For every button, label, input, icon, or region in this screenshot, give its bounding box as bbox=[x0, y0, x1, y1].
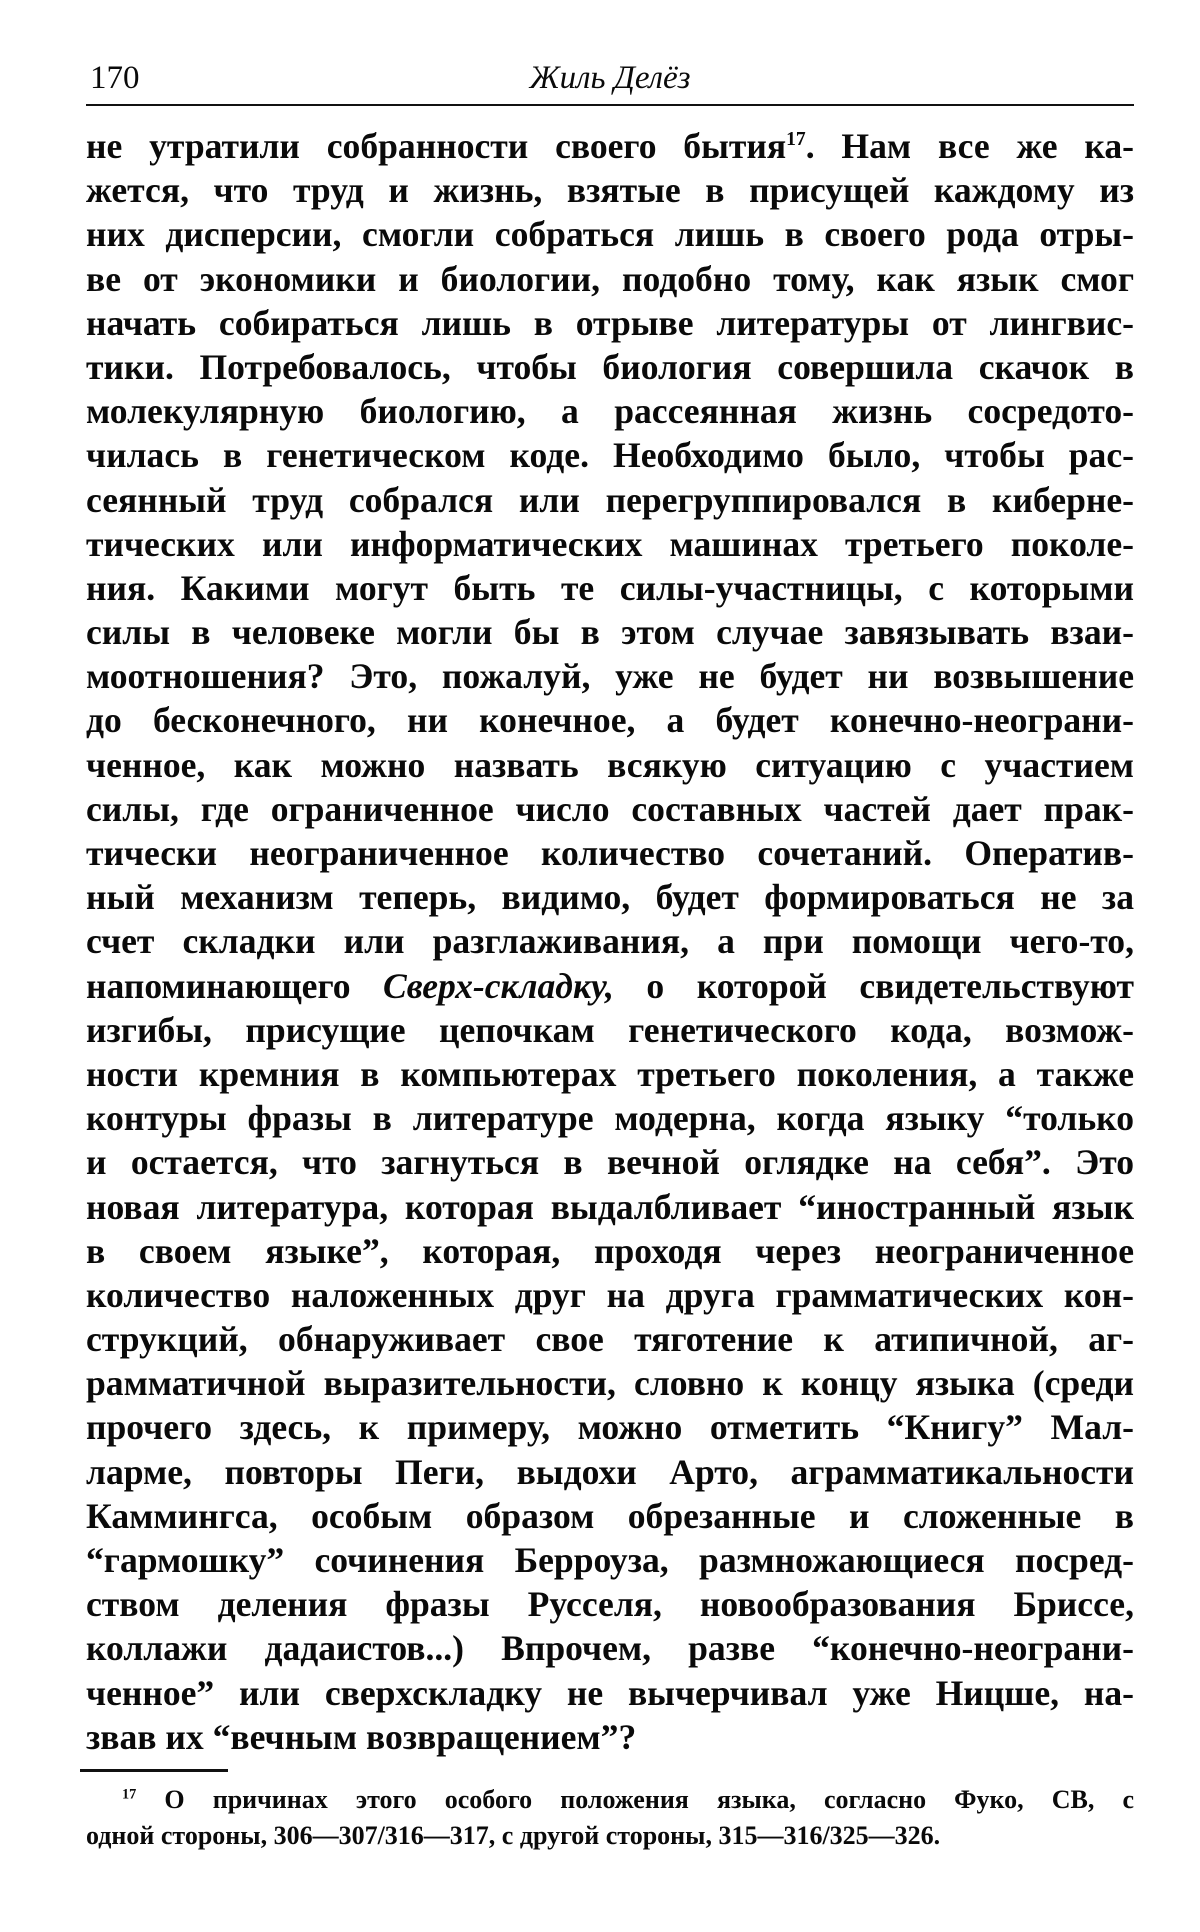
text-line: силы, где ограниченное число составных частей дает прак- bbox=[86, 788, 1134, 829]
text-line: и остается, что загнуться в вечной оглядке на себя”. Это bbox=[86, 1142, 1134, 1183]
footnote bbox=[86, 1782, 1134, 1854]
footnote-line: одной стороны, 306—307/316—317, с другой стороны, 315—316/325—326. bbox=[86, 1821, 941, 1850]
text-line: ности кремния в компьютерах третьего поколения, а также bbox=[86, 1053, 1134, 1094]
text-line: ством деления фразы Русселя, новообразования Бриссе, bbox=[86, 1584, 1134, 1625]
text-line: чилась в генетическом коде. Необходимо было, чтобы рас- bbox=[86, 435, 1134, 476]
text-line: количество наложенных друг на друга грамматических кон- bbox=[86, 1274, 1134, 1315]
text-line: контуры фразы в литературе модерна, когда языку “только bbox=[86, 1098, 1134, 1139]
text-line: тически неограниченное количество сочетаний. Оператив- bbox=[86, 833, 1134, 873]
text-line: рамматичной выразительности, словно к концу языка (среди bbox=[86, 1363, 1134, 1404]
text-line: сеянный труд собрался или перегруппировался в киберне- bbox=[86, 479, 1134, 520]
text-line: струкций, обнаруживает свое тяготение к атипичной, аг- bbox=[86, 1319, 1134, 1360]
text-line: изгибы, присущие цепочкам генетического кода, возмож- bbox=[86, 1009, 1134, 1050]
text-line: моотношения? Это, пожалуй, уже не будет ни возвышение bbox=[86, 656, 1134, 697]
text-line: них дисперсии, смогли собраться лишь в своего рода отры- bbox=[86, 214, 1134, 255]
text-line: не утратили собранности своего бытия$^{17}$. Нам все же ка- bbox=[86, 126, 1134, 166]
text-line: ченное, как можно назвать всякую ситуацию с участием bbox=[86, 744, 1134, 785]
footnote-line: $^{17}$ О причинах этого особого положения языка, согласно Фуко, СВ, с bbox=[122, 1785, 1134, 1814]
main-text bbox=[86, 124, 1134, 1759]
text-line: коллажи дадаистов...) Впрочем, разве “конечно-неограни- bbox=[86, 1628, 1134, 1669]
text-line: ный механизм теперь, видимо, будет формироваться не за bbox=[86, 877, 1134, 918]
text-line: тики. Потребовалось, чтобы биология совершила скачок в bbox=[86, 346, 1134, 387]
text-line: ченное” или сверхскладку не вычерчивал уже Ницше, на- bbox=[86, 1672, 1134, 1713]
header-title: Жиль Делёз bbox=[529, 60, 691, 96]
footnote-ref: 17 bbox=[786, 129, 806, 151]
text-line: счет складки или разглаживания, а при помощи чего-то, bbox=[86, 921, 1134, 962]
text-line: ларме, повторы Пеги, выдохи Арто, аграмматикальности bbox=[86, 1451, 1134, 1492]
footnote-divider bbox=[80, 1769, 228, 1772]
text-line: напоминающего Сверх-складку, о которой свидетельствуют bbox=[86, 965, 1134, 1006]
page-number: 170 bbox=[90, 60, 140, 96]
text-line: звав их “вечным возвращением”? bbox=[86, 1716, 637, 1757]
text-line: до бесконечного, ни конечное, а будет конечно-неограни- bbox=[86, 700, 1134, 741]
text-line: новая литература, которая выдалбливает “иностранный язык bbox=[86, 1186, 1134, 1227]
italic-term: Сверх-складку, bbox=[383, 965, 614, 1006]
text-line: молекулярную биологию, а рассеянная жизнь сосредото- bbox=[86, 391, 1134, 432]
text-line: ве от экономики и биологии, подобно тому, как язык смог bbox=[86, 258, 1134, 299]
text-line: силы в человеке могли бы в этом случае завязывать взаи- bbox=[86, 612, 1134, 653]
text-line: тических или информатических машинах третьего поколе- bbox=[86, 523, 1134, 564]
text-line: Каммингса, особым образом обрезанные и сложенные в bbox=[86, 1495, 1134, 1536]
text-line: ния. Какими могут быть те силы-участницы, с которыми bbox=[86, 567, 1134, 608]
running-head bbox=[86, 58, 1134, 106]
footnote-marker: 17 bbox=[122, 1786, 137, 1803]
text-line: жется, что труд и жизнь, взятые в присущей каждому из bbox=[86, 170, 1134, 211]
text-line: начать собираться лишь в отрыве литературы от лингвис- bbox=[86, 302, 1134, 343]
text-line: прочего здесь, к примеру, можно отметить “Книгу” Мал- bbox=[86, 1407, 1134, 1448]
text-line: “гармошку” сочинения Берроуза, размножающиеся посред- bbox=[86, 1540, 1134, 1580]
text-line: в своем языке”, которая, проходя через неограниченное bbox=[86, 1230, 1134, 1271]
